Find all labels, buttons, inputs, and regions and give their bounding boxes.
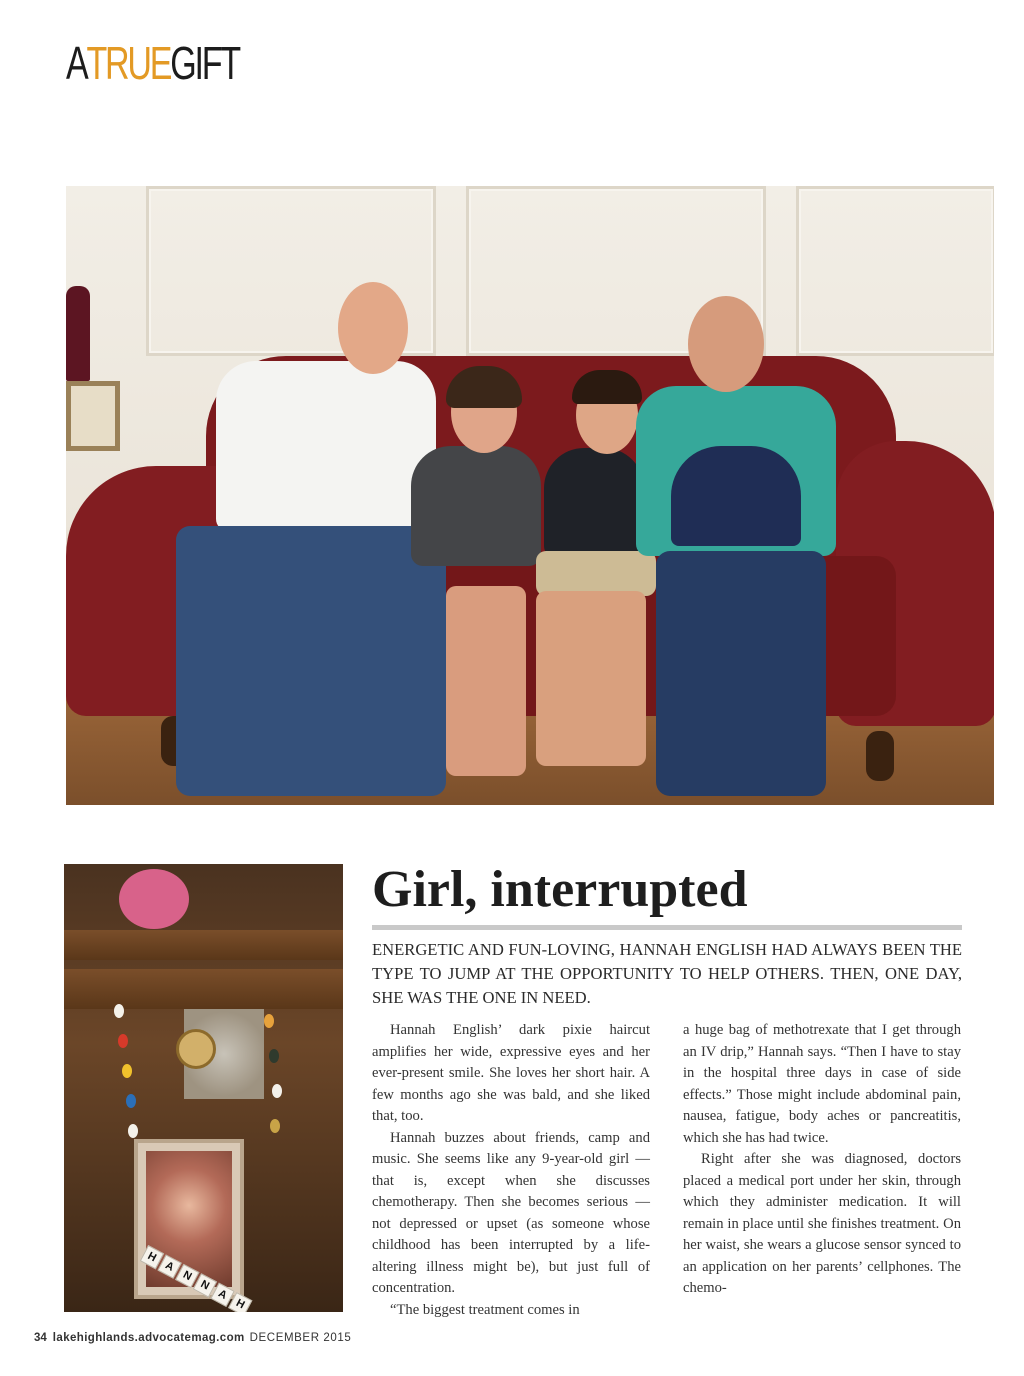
- girl-shirt: [411, 446, 541, 566]
- name-tile: N: [175, 1264, 199, 1288]
- bead: [122, 1064, 132, 1078]
- pendant-charm: [176, 1029, 216, 1069]
- boy-hair: [572, 370, 642, 404]
- section-header: [66, 37, 239, 89]
- website: lakehighlands.advocatemag.com: [52, 1332, 245, 1344]
- page-number: 34: [34, 1332, 47, 1344]
- father-shirt: [216, 361, 436, 531]
- name-tile: H: [228, 1292, 252, 1312]
- article-deck: ENERGETIC AND FUN-LOVING, HANNAH ENGLISH HAD ALWAYS BEEN THE TYPE TO JUMP AT THE OPPORTUNITY TO HELP OTHERS. THEN, ONE DAY, SHE WAS THE ONE IN NEED.: [372, 940, 962, 1007]
- boy-shirt: [544, 448, 644, 558]
- mother-jeans: [656, 551, 826, 796]
- article-column-1: [372, 1020, 650, 1321]
- name-tile: A: [157, 1254, 181, 1278]
- name-tile: A: [210, 1283, 234, 1307]
- shelf-rail: [64, 969, 343, 1009]
- mother-top-navy: [671, 446, 801, 546]
- paragraph: Hannah English’ dark pixie haircut amplifies her wide, expressive eyes and her ever-present smile. She loves her short hair. A few months ago she was bald, and she liked that, too.: [372, 1022, 650, 1124]
- bead: [128, 1124, 138, 1138]
- side-table-lamp: [66, 286, 90, 381]
- boy-shorts: [536, 551, 656, 596]
- girl-legs: [446, 586, 526, 776]
- shelf: [64, 930, 343, 960]
- article-column-2: [683, 1020, 961, 1300]
- picture-frame: [66, 381, 120, 451]
- name-tile: N: [193, 1273, 217, 1297]
- issue-date: DECEMBER 2015: [249, 1332, 352, 1344]
- boy-legs: [536, 591, 646, 766]
- mother-head: [688, 296, 764, 392]
- paragraph: “The biggest treatment comes in: [390, 1301, 580, 1318]
- jewelry-box: [119, 869, 189, 929]
- bead: [264, 1014, 274, 1028]
- name-tile: H: [140, 1245, 164, 1269]
- section-header-a: A: [66, 37, 87, 89]
- section-header-true: TRUE: [86, 37, 171, 89]
- bead: [118, 1034, 128, 1048]
- family-photo: [66, 186, 994, 805]
- bead: [126, 1094, 136, 1108]
- paragraph: Right after she was diagnosed, doctors placed a medical port under her skin, through which they administer medication. It will remain in place until she finishes treatment. On her waist, she wears a glucose sensor synced to an application on her parents’ cellphones. The chemo-: [683, 1151, 961, 1296]
- paragraph: a huge bag of methotrexate that I get through an IV drip,” Hannah says. “Then I have to stay in the hospital three days in case of side effects.” Those might include abdominal pain, nausea, fatigue, body aches or pancreatitis, which she has had twice.: [683, 1022, 961, 1146]
- bead: [272, 1084, 282, 1098]
- paragraph: Hannah buzzes about friends, camp and music. She seems like any 9-year-old girl — that is, except when she discusses chemotherapy. Then she becomes serious — not depressed or upset (as someone whose childhood has been interrupted by a life-altering illness might be), but just full of concentration.: [372, 1129, 650, 1296]
- inset-photo: [64, 864, 343, 1312]
- folio: [34, 1331, 351, 1345]
- bead: [270, 1119, 280, 1133]
- father-head: [338, 282, 408, 374]
- sofa-leg: [866, 731, 894, 781]
- bead: [269, 1049, 279, 1063]
- bead: [114, 1004, 124, 1018]
- article-headline: Girl, interrupted: [372, 861, 748, 918]
- headline-rule: [372, 925, 962, 930]
- father-jeans: [176, 526, 446, 796]
- section-header-gift: GIFT: [170, 37, 239, 89]
- wall-panel: [796, 186, 994, 356]
